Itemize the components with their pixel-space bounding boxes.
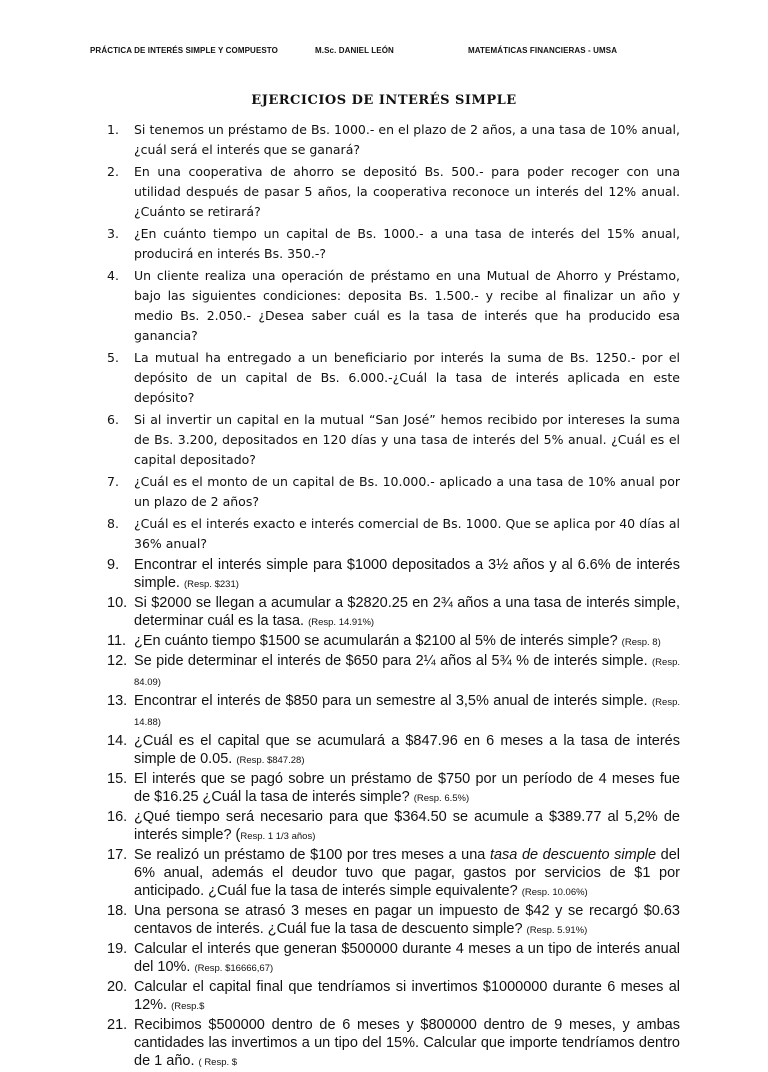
exercise-number: 3. <box>107 226 119 241</box>
exercise-number: 9. <box>107 557 120 573</box>
exercise-answer: ( Resp. $ <box>198 1057 238 1068</box>
exercise-item <box>107 632 680 652</box>
exercise-answer: (Resp. $16666,67) <box>194 963 274 974</box>
exercise-item <box>107 224 680 264</box>
exercise-item <box>107 692 680 732</box>
exercise-text-start: Se realizó un préstamo de $100 por tres meses a una <box>134 847 490 863</box>
exercise-text: ¿En cuánto tiempo un capital de Bs. 1000.- a una tasa de interés del 15% anual, producirá en interés Bs. 350.-? <box>134 226 680 261</box>
exercise-number: 12. <box>107 653 128 669</box>
exercise-number: 17. <box>107 847 128 863</box>
exercise-answer: (Resp.$ <box>171 1001 205 1012</box>
exercise-number: 16. <box>107 809 128 825</box>
exercise-text: ¿Cuál es el capital que se acumulará a $847.96 en 6 meses a la tasa de interés simple de 0.05. <box>134 733 680 767</box>
header-subject: MATEMÁTICAS FINANCIERAS - UMSA <box>468 46 618 55</box>
exercise-text: Encontrar el interés simple para $1000 depositados a 3½ años y al 6.6% de interés simple. <box>134 557 680 591</box>
exercise-number: 13. <box>107 693 128 709</box>
exercise-answer: (Resp. 84.09) <box>134 657 680 688</box>
exercise-item <box>107 348 680 408</box>
exercise-answer: (Resp. 14.88) <box>134 697 680 728</box>
exercise-text: Si al invertir un capital en la mutual “San José” hemos recibido por intereses la suma de Bs. 3.200, depositados en 120 días y una tasa de interés del 5% anual. ¿Cuál es el capital depositado? <box>134 412 680 467</box>
exercise-item <box>107 1016 680 1072</box>
exercise-answer: (Resp. 10.06%) <box>521 887 588 898</box>
exercise-list <box>107 120 680 1072</box>
exercise-item <box>107 594 680 632</box>
exercise-number: 1. <box>107 122 119 137</box>
exercise-answer: (Resp. 6.5%) <box>413 793 470 804</box>
exercise-item <box>107 410 680 470</box>
exercise-number: 14. <box>107 733 128 749</box>
exercise-answer: Resp. 1 1/3 años) <box>240 831 316 842</box>
exercise-number: 18. <box>107 903 128 919</box>
exercise-answer: (Resp. 14.91%) <box>308 617 375 628</box>
exercise-text: El interés que se pagó sobre un préstamo de $750 por un período de 4 meses fue de $16.25 ¿Cuál la tasa de interés simple? <box>134 771 680 805</box>
exercise-text: Se pide determinar el interés de $650 para 2¼ años al 5¾ % de interés simple. <box>134 653 648 669</box>
exercise-text: Encontrar el interés de $850 para un semestre al 3,5% anual de interés simple. <box>134 693 648 709</box>
exercise-number: 21. <box>107 1017 128 1033</box>
exercise-text: Un cliente realiza una operación de préstamo en una Mutual de Ahorro y Préstamo, bajo las siguientes condiciones: deposita Bs. 1.500.- y recibe al finalizar un año y medio Bs. 2.050.- ¿Desea saber cuál es la tasa de interés que ha producido esa ganancia? <box>134 268 680 343</box>
exercise-item <box>107 162 680 222</box>
header-author: M.Sc. DANIEL LEÓN <box>315 46 394 55</box>
exercise-item <box>107 978 680 1016</box>
exercise-text: Si tenemos un préstamo de Bs. 1000.- en el plazo de 2 años, a una tasa de 10% anual, ¿cuál será el interés que se ganará? <box>134 122 680 157</box>
exercise-number: 5. <box>107 350 119 365</box>
exercise-number: 10. <box>107 595 128 611</box>
exercise-text: En una cooperativa de ahorro se depositó Bs. 500.- para poder recoger con una utilidad después de pasar 5 años, la cooperativa reconoce un interés del 12% anual. ¿Cuánto se retirará? <box>134 164 680 219</box>
exercise-number: 19. <box>107 941 128 957</box>
exercise-text: La mutual ha entregado a un beneficiario por interés la suma de Bs. 1250.- por el depósito de un capital de Bs. 6.000.-¿Cuál la tasa de interés aplicada en este depósito? <box>134 350 680 405</box>
exercise-text: Recibimos $500000 dentro de 6 meses y $800000 dentro de 9 meses, y ambas cantidades las invertimos a un tipo del 15%. Calcular que importe tendríamos dentro de 1 año. <box>134 1017 680 1069</box>
exercise-number: 2. <box>107 164 119 179</box>
exercise-answer: (Resp. $231) <box>183 579 239 590</box>
exercise-text: ¿Cuál es el monto de un capital de Bs. 10.000.- aplicado a una tasa de 10% anual por un plazo de 2 años? <box>134 474 680 509</box>
exercise-text: Calcular el interés que generan $500000 durante 4 meses a un tipo de interés anual del 10%. <box>134 941 680 975</box>
exercise-number: 8. <box>107 516 119 531</box>
exercise-text: Una persona se atrasó 3 meses en pagar un impuesto de $42 y se recargó $0.63 centavos de interés. ¿Cuál fue la tasa de descuento simple? <box>134 903 680 937</box>
page-title: EJERCICIOS DE INTERÉS SIMPLE <box>251 93 517 108</box>
exercise-item <box>107 652 680 692</box>
exercise-number: 20. <box>107 979 128 995</box>
exercise-item <box>107 940 680 978</box>
exercise-number: 6. <box>107 412 119 427</box>
exercise-item <box>107 846 680 902</box>
exercise-item <box>107 732 680 770</box>
exercise-text-emphasis: tasa de descuento simple <box>489 847 657 863</box>
exercise-answer: (Resp. 8) <box>621 637 661 648</box>
exercise-text: ¿Cuál es el interés exacto e interés comercial de Bs. 1000. Que se aplica por 40 días al 36% anual? <box>134 516 680 551</box>
exercise-item <box>107 556 680 594</box>
header-course-title: PRÁCTICA DE INTERÉS SIMPLE Y COMPUESTO <box>90 46 278 55</box>
exercise-item <box>107 514 680 554</box>
exercise-number: 7. <box>107 474 119 489</box>
exercise-answer: (Resp. $847.28) <box>236 755 305 766</box>
exercise-item <box>107 120 680 160</box>
exercise-text-end: del 6% anual, además el deudor tuvo que pagar, gastos por servicios de $1 por anticipado. ¿Cuál fue la tasa de interés simple equivalente? <box>134 847 680 899</box>
exercise-item <box>107 770 680 808</box>
exercise-text: Calcular el capital final que tendríamos si invertimos $1000000 durante 6 meses al 12%. <box>134 979 680 1013</box>
exercise-item <box>107 266 680 346</box>
exercise-number: 4. <box>107 268 119 283</box>
exercise-text: Si $2000 se llegan a acumular a $2820.25 en 2¾ años a una tasa de interés simple, determinar cuál es la tasa. <box>134 595 680 629</box>
exercise-item <box>107 808 680 846</box>
exercise-number: 15. <box>107 771 128 787</box>
exercise-text: ¿Qué tiempo será necesario para que $364.50 se acumule a $389.77 al 5,2% de interés simple? ( <box>134 809 680 843</box>
page-header <box>0 46 768 60</box>
exercise-answer: (Resp. 5.91%) <box>526 925 588 936</box>
exercise-text: ¿En cuánto tiempo $1500 se acumularán a $2100 al 5% de interés simple? <box>134 633 618 649</box>
exercise-number: 11. <box>107 633 127 649</box>
exercise-item <box>107 472 680 512</box>
exercise-item <box>107 902 680 940</box>
